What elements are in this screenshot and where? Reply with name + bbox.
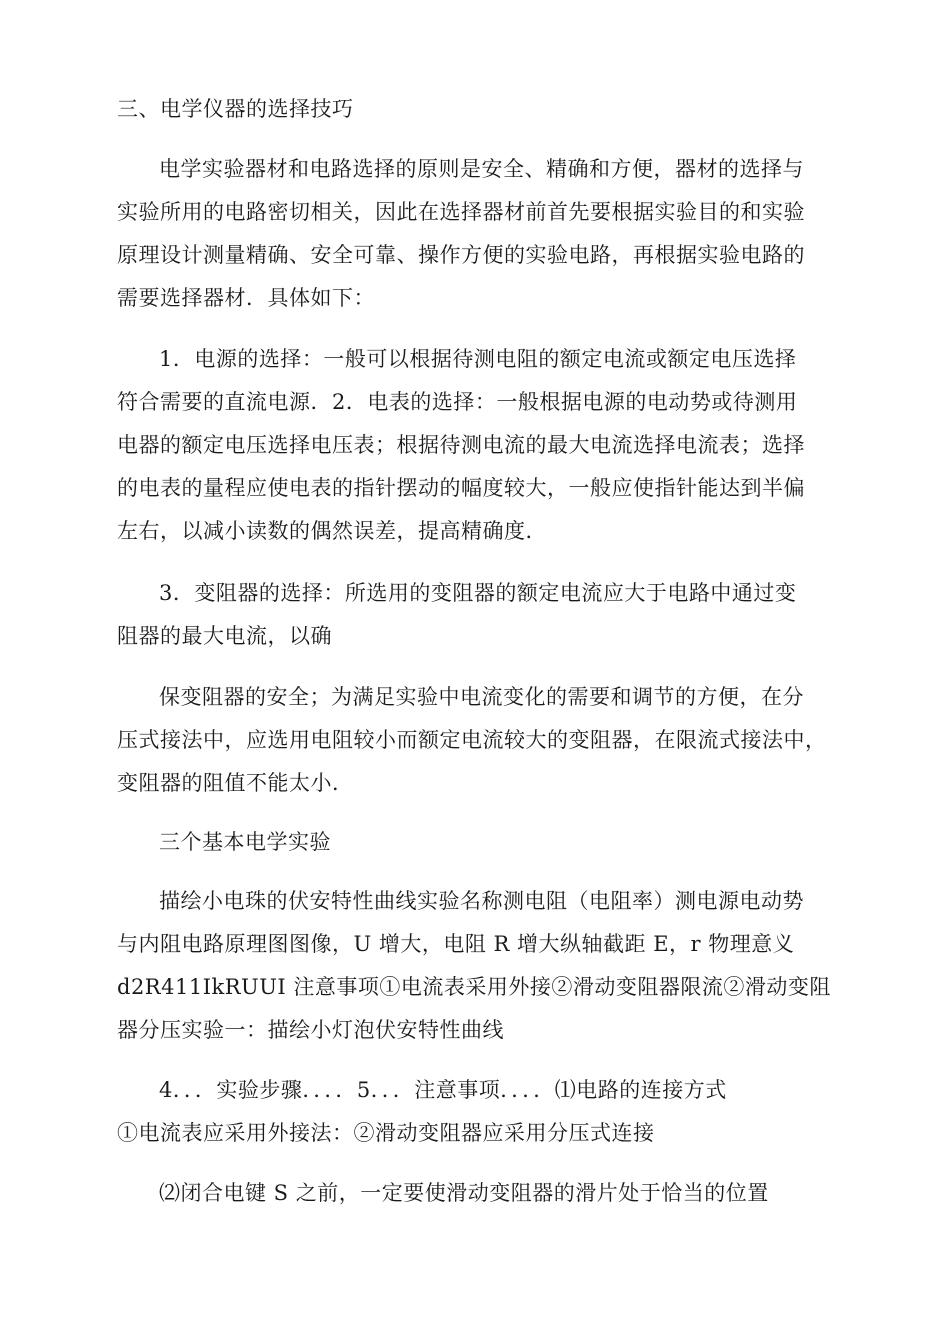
text-line: 左右，以减小读数的偶然误差，提高精确度． <box>117 519 547 543</box>
text-line: 实验所用的电路密切相关，因此在选择器材前首先要根据实验目的和实验 <box>117 200 805 224</box>
paragraph-three-experiments <box>117 821 837 864</box>
paragraph-power-and-meter <box>117 338 837 553</box>
paragraph-switch-note <box>117 1172 837 1215</box>
text-line: 三个基本电学实验 <box>159 830 331 854</box>
text-line: 电器的额定电压选择电压表；根据待测电流的最大电流选择电流表；选择 <box>117 433 805 457</box>
paragraph-steps-and-notes <box>117 1069 837 1155</box>
text-line: 描绘小电珠的伏安特性曲线实验名称测电阻（电阻率）测电源电动势 <box>159 889 804 913</box>
text-line: 的电表的量程应使电表的指针摆动的幅度较大，一般应使指针能达到半偏 <box>117 476 805 500</box>
paragraph-experiment-table <box>117 880 837 1052</box>
text-line: 压式接法中，应选用电阻较小而额定电流较大的变阻器，在限流式接法中， <box>117 728 827 752</box>
text-line: 1．电源的选择：一般可以根据待测电阻的额定电流或额定电压选择 <box>159 347 797 371</box>
text-line: 需要选择器材．具体如下： <box>117 286 375 310</box>
text-line: 原理设计测量精确、安全可靠、操作方便的实验电路，再根据实验电路的 <box>117 243 805 267</box>
paragraph-principles <box>117 148 837 320</box>
text-line: 电学实验器材和电路选择的原则是安全、精确和方便，器材的选择与 <box>159 157 804 181</box>
text-line: 4．．．实验步骤．．．．5．．．注意事项．．．．⑴电路的连接方式 <box>159 1078 727 1102</box>
paragraph-rheostat <box>117 572 837 658</box>
text-line: 变阻器的阻值不能太小． <box>117 771 354 795</box>
text-line: 器分压实验一：描绘小灯泡伏安特性曲线 <box>117 1018 504 1042</box>
text-line: d2R411IkRUUI 注意事项①电流表采用外接②滑动变阻器限流②滑动变阻 <box>117 975 831 999</box>
text-line: 符合需要的直流电源．2．电表的选择：一般根据电源的电动势或待测用 <box>117 390 798 414</box>
text-line: 保变阻器的安全；为满足实验中电流变化的需要和调节的方便，在分 <box>159 685 804 709</box>
section-heading <box>117 88 837 131</box>
text-line: ①电流表应采用外接法：②滑动变阻器应采用分压式连接 <box>117 1121 655 1145</box>
paragraph-rheostat-safety <box>117 676 837 805</box>
text-line: 3．变阻器的选择：所选用的变阻器的额定电流应大于电路中通过变 <box>159 581 797 605</box>
heading-line: 三、电学仪器的选择技巧 <box>117 97 354 121</box>
text-line: 与内阻电路原理图图像，U 增大，电阻 R 增大纵轴截距 E，r 物理意义 <box>117 932 795 956</box>
text-line: ⑵闭合电键 S 之前，一定要使滑动变阻器的滑片处于恰当的位置 <box>159 1181 769 1205</box>
text-line: 阻器的最大电流，以确 <box>117 624 332 648</box>
